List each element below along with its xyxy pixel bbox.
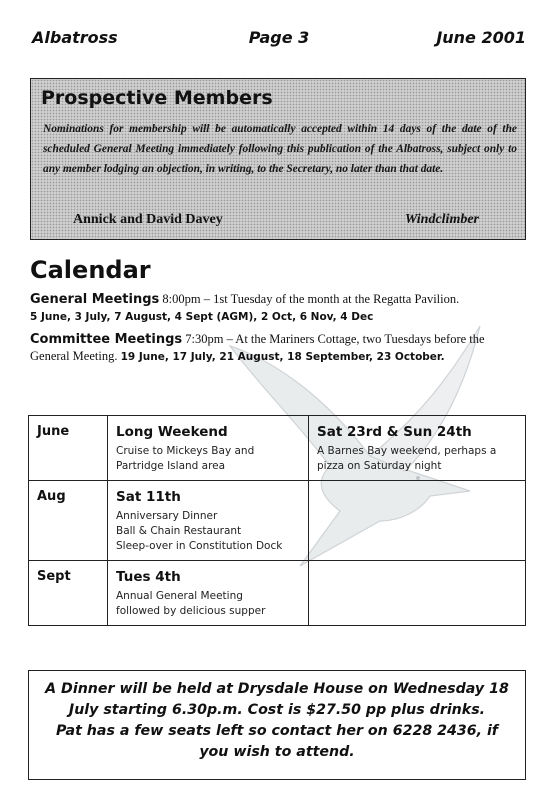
- notice-line: you wish to attend.: [199, 744, 355, 760]
- page-header: [32, 28, 526, 50]
- general-meetings-dates: 5 June, 3 July, 7 August, 4 Sept (AGM), 2 Oct, 6 Nov, 4 Dec: [30, 311, 374, 323]
- boat-name: Windclimber: [404, 212, 479, 227]
- page-number: Page 3: [248, 28, 310, 47]
- prospective-members-box: [30, 78, 526, 240]
- month-cell: Sept: [29, 561, 108, 626]
- event-title: Long Weekend: [116, 424, 228, 440]
- month-cell: June: [29, 416, 108, 481]
- event-title: Tues 4th: [116, 569, 181, 585]
- committee-meetings-text: 7:30pm – At the Mariners Cottage, two Tuesdays before the General Meeting.: [30, 332, 485, 363]
- event-detail: Ball & Chain Restaurant: [116, 525, 242, 537]
- event-detail: Anniversary Dinner: [116, 510, 218, 522]
- table-row: [29, 416, 526, 481]
- prospective-members-body: Nominations for membership will be automatically accepted within 14 days of the date of the scheduled General Meeting immediately following this publication of the Albatross, subject only to any member lodging an objection, in writing, to the Secretary, no later than that date.: [43, 123, 517, 175]
- event-detail: A Barnes Bay weekend, perhaps a: [317, 445, 497, 457]
- event-detail: Annual General Meeting: [116, 590, 243, 602]
- event-title: Sat 11th: [116, 489, 181, 505]
- committee-meetings-dates: 19 June, 17 July, 21 August, 18 September, 23 October.: [120, 351, 445, 363]
- general-meetings: [30, 291, 526, 326]
- notice-line: Pat has a few seats left so contact her on 6228 2436, if: [56, 723, 498, 739]
- event-cell: [309, 481, 526, 561]
- newsletter-name: Albatross: [32, 28, 118, 47]
- table-row: [29, 561, 526, 626]
- event-cell: [309, 561, 526, 626]
- dinner-notice-box: [28, 670, 526, 780]
- event-detail: Sleep-over in Constitution Dock: [116, 540, 283, 552]
- event-cell: [309, 416, 526, 481]
- event-detail: Cruise to Mickeys Bay and: [116, 445, 255, 457]
- notice-line: July starting 6.30p.m. Cost is $27.50 pp plus drinks.: [68, 702, 486, 718]
- event-cell: [108, 561, 309, 626]
- event-cell: [108, 481, 309, 561]
- event-cell: [108, 416, 309, 481]
- member-names: Annick and David Davey: [73, 212, 223, 227]
- calendar-table: [28, 415, 526, 626]
- calendar-title: Calendar: [30, 256, 151, 284]
- prospective-members-title: Prospective Members: [41, 87, 273, 109]
- event-detail: followed by delicious supper: [116, 605, 266, 617]
- committee-meetings-label: Committee Meetings: [30, 332, 183, 347]
- table-row: [29, 481, 526, 561]
- committee-meetings: [30, 331, 526, 366]
- notice-line: A Dinner will be held at Drysdale House on Wednesday 18: [45, 681, 509, 697]
- event-detail: Partridge Island area: [116, 460, 226, 472]
- general-meetings-text: 8:00pm – 1st Tuesday of the month at the Regatta Pavilion.: [159, 292, 460, 306]
- general-meetings-label: General Meetings: [30, 292, 160, 307]
- event-title: Sat 23rd & Sun 24th: [317, 424, 472, 440]
- issue-date: June 2001: [436, 28, 526, 47]
- event-detail: pizza on Saturday night: [317, 460, 442, 472]
- month-cell: Aug: [29, 481, 108, 561]
